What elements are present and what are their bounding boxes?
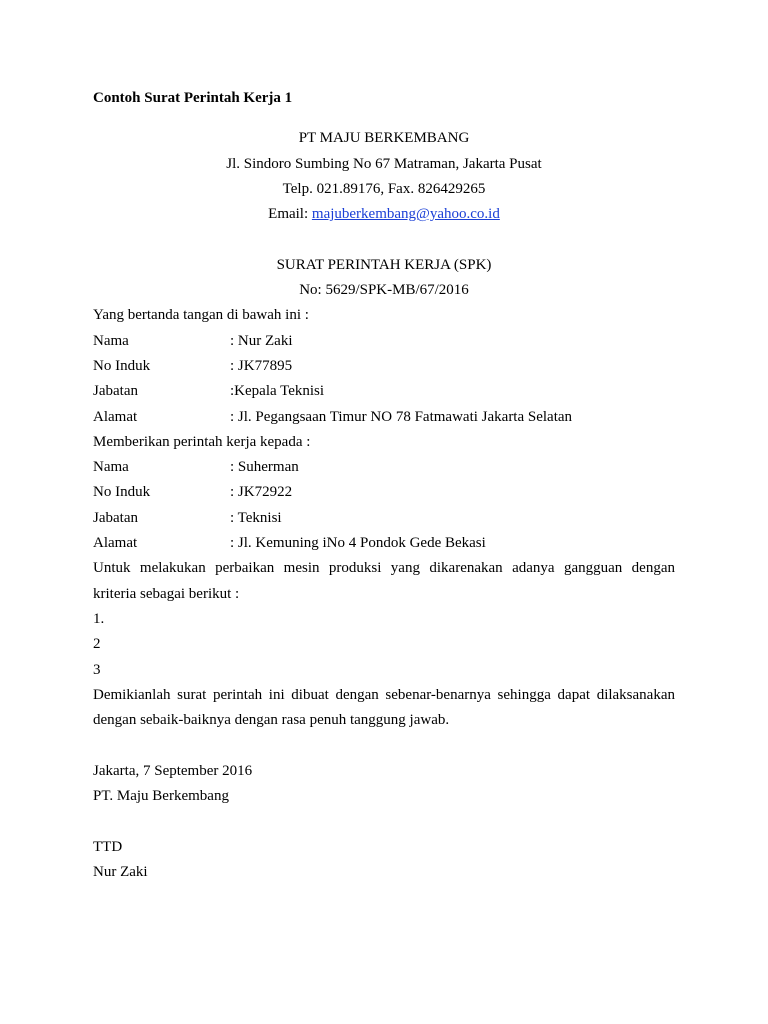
- criteria-item: 2: [93, 636, 101, 653]
- signature-company: PT. Maju Berkembang: [93, 788, 229, 805]
- field-label: No Induk: [93, 484, 151, 501]
- company-email-line: [93, 202, 675, 227]
- field-value: : Suherman: [230, 459, 299, 476]
- place-date: Jakarta, 7 September 2016: [93, 762, 253, 779]
- spacer: [93, 227, 675, 252]
- field-value: : Jl. Kemuning iNo 4 Pondok Gede Bekasi: [230, 535, 486, 552]
- field-label: Alamat: [93, 535, 138, 552]
- spacer: [93, 733, 675, 758]
- field-value: : Teknisi: [230, 509, 282, 526]
- recipient-row-name: [93, 455, 675, 480]
- field-label: Jabatan: [93, 383, 138, 400]
- field-value: :Kepala Teknisi: [230, 383, 325, 400]
- field-value: : Jl. Pegangsaan Timur NO 78 Fatmawati Jakarta Selatan: [230, 408, 573, 425]
- field-value: : JK72922: [230, 484, 293, 501]
- spacer: [93, 809, 675, 834]
- company-name: PT MAJU BERKEMBANG: [298, 130, 470, 147]
- field-label: Alamat: [93, 408, 138, 425]
- field-value: : JK77895: [230, 357, 293, 374]
- document-heading: Contoh Surat Perintah Kerja 1: [93, 90, 293, 106]
- recipient-row-position: [93, 506, 675, 531]
- closing-paragraph-line1: Demikianlah surat perintah ini dibuat dengan sebenar-benarnya sehingga dapat dilaksanakan: [93, 686, 675, 703]
- criteria-item: 3: [93, 661, 101, 678]
- criteria-item: 1.: [93, 610, 105, 627]
- field-label: No Induk: [93, 357, 151, 374]
- field-label: Jabatan: [93, 509, 138, 526]
- recipient-intro: Memberikan perintah kerja kepada :: [93, 433, 311, 450]
- company-address: Jl. Sindoro Sumbing No 67 Matraman, Jakarta Pusat: [226, 155, 542, 172]
- signatory-row-address: [93, 405, 675, 430]
- signature-mark: TTD: [93, 838, 123, 855]
- recipient-row-address: [93, 531, 675, 556]
- field-label: Nama: [93, 332, 129, 349]
- letter-title: SURAT PERINTAH KERJA (SPK): [276, 256, 492, 273]
- closing-paragraph-line2: dengan sebaik-baiknya dengan rasa penuh tanggung jawab.: [93, 712, 450, 729]
- task-paragraph-line2: kriteria sebagai berikut :: [93, 585, 240, 602]
- signatory-row-name: [93, 329, 675, 354]
- email-link[interactable]: majuberkembang@yahoo.co.id: [311, 206, 500, 223]
- field-value: : Nur Zaki: [230, 332, 293, 349]
- signatory-intro: Yang bertanda tangan di bawah ini :: [93, 307, 309, 324]
- letter-body: [93, 86, 675, 885]
- signatory-row-id: [93, 354, 675, 379]
- recipient-row-id: [93, 480, 675, 505]
- email-label: Email:: [268, 206, 312, 223]
- signatory-row-position: [93, 379, 675, 404]
- field-label: Nama: [93, 459, 129, 476]
- signature-name: Nur Zaki: [93, 863, 148, 880]
- letter-number: No: 5629/SPK-MB/67/2016: [299, 282, 469, 299]
- task-paragraph-line1: Untuk melakukan perbaikan mesin produksi yang dikarenakan adanya gangguan dengan: [93, 560, 675, 577]
- company-phone: Telp. 021.89176, Fax. 826429265: [282, 180, 486, 197]
